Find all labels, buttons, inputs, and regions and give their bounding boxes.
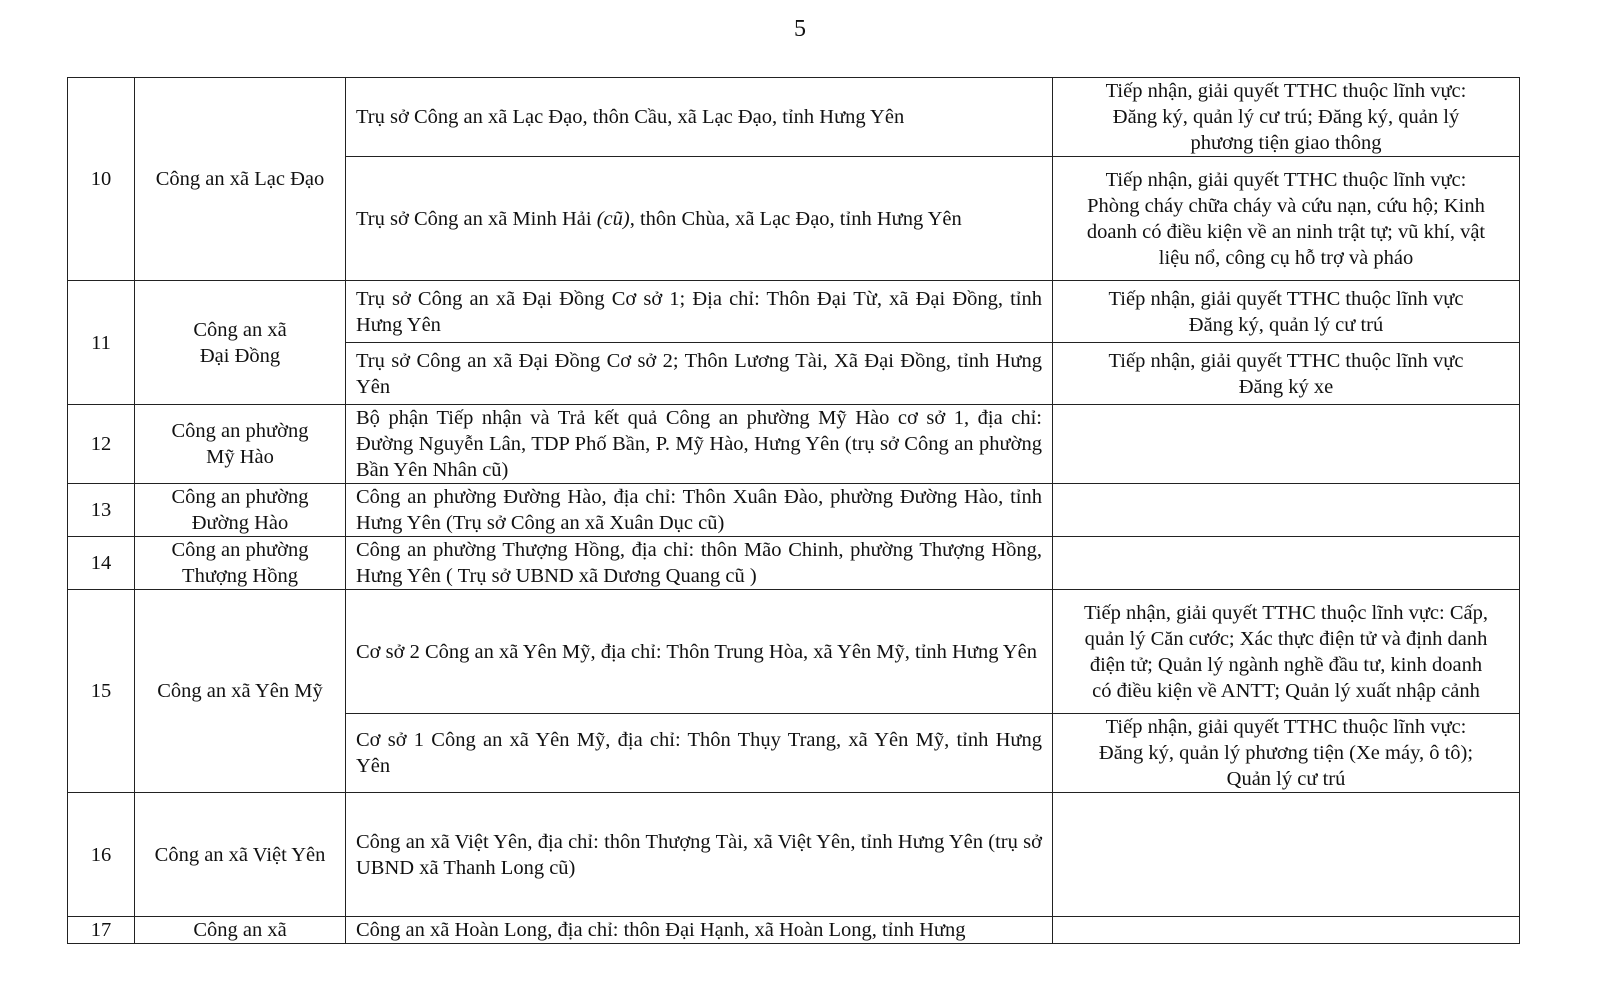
address-cell: Bộ phận Tiếp nhận và Trả kết quả Công an phường Mỹ Hào cơ sở 1, địa chỉ: Đường Nguyễn Lân, TDP Phố Bần, P. Mỹ Hào, Hưng Yên (trụ sở Công an phường Bần Yên Nhân cũ): [346, 405, 1053, 484]
row-number: 17: [68, 917, 135, 944]
table-row: [68, 484, 1520, 537]
police-unit: Công an xã Việt Yên: [135, 793, 346, 917]
police-unit: Công an phường Đường Hào: [135, 484, 346, 537]
scope-cell: [1053, 484, 1520, 537]
scope-cell: [1053, 793, 1520, 917]
scope-cell: Tiếp nhận, giải quyết TTHC thuộc lĩnh vực: Đăng ký, quản lý cư trú; Đăng ký, quản lý phương tiện giao thông: [1053, 78, 1520, 157]
police-unit: Công an xã Đại Đồng: [135, 281, 346, 405]
police-unit: Công an xã Yên Mỹ: [135, 590, 346, 793]
row-number: 13: [68, 484, 135, 537]
table-row: [68, 405, 1520, 484]
address-cell: Công an phường Đường Hào, địa chỉ: Thôn Xuân Đào, phường Đường Hào, tỉnh Hưng Yên (Trụ sở Công an xã Xuân Dục cũ): [346, 484, 1053, 537]
table-row: [68, 537, 1520, 590]
scope-cell: [1053, 405, 1520, 484]
row-number: 15: [68, 590, 135, 793]
table-row: [68, 793, 1520, 917]
address-cell: Trụ sở Công an xã Đại Đồng Cơ sở 2; Thôn Lương Tài, Xã Đại Đồng, tỉnh Hưng Yên: [346, 343, 1053, 405]
address-cell: Công an phường Thượng Hồng, địa chỉ: thôn Mão Chinh, phường Thượng Hồng, Hưng Yên ( Trụ sở UBND xã Dương Quang cũ ): [346, 537, 1053, 590]
row-number: 11: [68, 281, 135, 405]
table-row: [68, 917, 1520, 944]
scope-cell: Tiếp nhận, giải quyết TTHC thuộc lĩnh vực: Phòng cháy chữa cháy và cứu nạn, cứu hộ; Kinh doanh có điều kiện về an ninh trật tự; vũ khí, vật liệu nổ, công cụ hỗ trợ và pháo: [1053, 157, 1520, 281]
row-number: 16: [68, 793, 135, 917]
scope-cell: Tiếp nhận, giải quyết TTHC thuộc lĩnh vực: Cấp, quản lý Căn cước; Xác thực điện tử và định danh điện tử; Quản lý ngành nghề đầu tư, kinh doanh có điều kiện về ANTT; Quản lý xuất nhập cảnh: [1053, 590, 1520, 714]
table-row: [68, 590, 1520, 714]
table-row: [68, 78, 1520, 157]
address-cell: Cơ sở 1 Công an xã Yên Mỹ, địa chỉ: Thôn Thụy Trang, xã Yên Mỹ, tỉnh Hưng Yên: [346, 714, 1053, 793]
address-cell: Trụ sở Công an xã Lạc Đạo, thôn Cầu, xã Lạc Đạo, tỉnh Hưng Yên: [346, 78, 1053, 157]
row-number: 14: [68, 537, 135, 590]
police-unit: Công an phường Thượng Hồng: [135, 537, 346, 590]
scope-cell: [1053, 917, 1520, 944]
address-cell: Công an xã Hoàn Long, địa chỉ: thôn Đại Hạnh, xã Hoàn Long, tỉnh Hưng: [346, 917, 1053, 944]
address-cell: Trụ sở Công an xã Minh Hải (cũ), thôn Chùa, xã Lạc Đạo, tỉnh Hưng Yên: [346, 157, 1053, 281]
scope-cell: Tiếp nhận, giải quyết TTHC thuộc lĩnh vực Đăng ký, quản lý cư trú: [1053, 281, 1520, 343]
row-number: 10: [68, 78, 135, 281]
police-unit: Công an xã: [135, 917, 346, 944]
scope-cell: Tiếp nhận, giải quyết TTHC thuộc lĩnh vực Đăng ký xe: [1053, 343, 1520, 405]
facility-table: [67, 77, 1520, 944]
scope-cell: Tiếp nhận, giải quyết TTHC thuộc lĩnh vực: Đăng ký, quản lý phương tiện (Xe máy, ô tô); Quản lý cư trú: [1053, 714, 1520, 793]
address-cell: Trụ sở Công an xã Đại Đồng Cơ sở 1; Địa chỉ: Thôn Đại Từ, xã Đại Đồng, tỉnh Hưng Yên: [346, 281, 1053, 343]
address-cell: Công an xã Việt Yên, địa chỉ: thôn Thượng Tài, xã Việt Yên, tỉnh Hưng Yên (trụ sở UBND xã Thanh Long cũ): [346, 793, 1053, 917]
address-cell: Cơ sở 2 Công an xã Yên Mỹ, địa chỉ: Thôn Trung Hòa, xã Yên Mỹ, tỉnh Hưng Yên: [346, 590, 1053, 714]
page-number: 5: [794, 16, 806, 42]
note-old: (cũ): [596, 207, 630, 230]
police-unit: Công an xã Lạc Đạo: [135, 78, 346, 281]
row-number: 12: [68, 405, 135, 484]
police-unit: Công an phường Mỹ Hào: [135, 405, 346, 484]
scope-cell: [1053, 537, 1520, 590]
table-row: [68, 281, 1520, 343]
